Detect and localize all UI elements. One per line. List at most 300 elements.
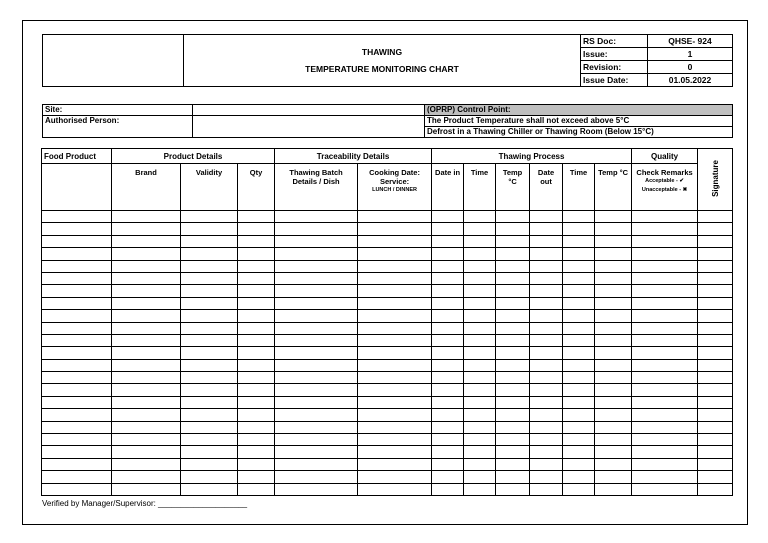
thawing-batch-cell[interactable] xyxy=(275,235,358,247)
validity-cell[interactable] xyxy=(181,421,238,433)
food-product-cell[interactable] xyxy=(42,471,112,483)
date-in-cell[interactable] xyxy=(432,396,464,408)
signature-cell[interactable] xyxy=(698,409,733,421)
date-out-cell[interactable] xyxy=(530,272,563,284)
temp-in-cell[interactable] xyxy=(496,396,530,408)
temp-out-cell[interactable] xyxy=(595,322,632,334)
brand-cell[interactable] xyxy=(112,409,181,421)
time-in-cell[interactable] xyxy=(464,421,496,433)
qty-cell[interactable] xyxy=(238,396,275,408)
food-product-cell[interactable] xyxy=(42,272,112,284)
brand-cell[interactable] xyxy=(112,310,181,322)
signature-cell[interactable] xyxy=(698,471,733,483)
date-out-cell[interactable] xyxy=(530,483,563,495)
cooking-date-cell[interactable] xyxy=(358,458,432,470)
brand-cell[interactable] xyxy=(112,434,181,446)
time-out-cell[interactable] xyxy=(563,211,595,223)
qty-cell[interactable] xyxy=(238,310,275,322)
food-product-cell[interactable] xyxy=(42,396,112,408)
brand-cell[interactable] xyxy=(112,297,181,309)
temp-out-cell[interactable] xyxy=(595,384,632,396)
thawing-batch-cell[interactable] xyxy=(275,421,358,433)
thawing-batch-cell[interactable] xyxy=(275,471,358,483)
date-out-cell[interactable] xyxy=(530,285,563,297)
thawing-batch-cell[interactable] xyxy=(275,248,358,260)
date-out-cell[interactable] xyxy=(530,248,563,260)
food-product-cell[interactable] xyxy=(42,359,112,371)
date-in-cell[interactable] xyxy=(432,297,464,309)
date-in-cell[interactable] xyxy=(432,434,464,446)
quality-check-cell[interactable] xyxy=(632,260,698,272)
brand-cell[interactable] xyxy=(112,235,181,247)
cooking-date-cell[interactable] xyxy=(358,421,432,433)
time-out-cell[interactable] xyxy=(563,434,595,446)
date-in-cell[interactable] xyxy=(432,223,464,235)
time-out-cell[interactable] xyxy=(563,471,595,483)
cooking-date-cell[interactable] xyxy=(358,223,432,235)
thawing-batch-cell[interactable] xyxy=(275,483,358,495)
date-in-cell[interactable] xyxy=(432,372,464,384)
temp-in-cell[interactable] xyxy=(496,372,530,384)
date-out-cell[interactable] xyxy=(530,458,563,470)
food-product-cell[interactable] xyxy=(42,458,112,470)
brand-cell[interactable] xyxy=(112,384,181,396)
brand-cell[interactable] xyxy=(112,285,181,297)
qty-cell[interactable] xyxy=(238,211,275,223)
temp-in-cell[interactable] xyxy=(496,272,530,284)
thawing-batch-cell[interactable] xyxy=(275,384,358,396)
qty-cell[interactable] xyxy=(238,322,275,334)
date-out-cell[interactable] xyxy=(530,409,563,421)
signature-cell[interactable] xyxy=(698,248,733,260)
quality-check-cell[interactable] xyxy=(632,396,698,408)
signature-cell[interactable] xyxy=(698,384,733,396)
thawing-batch-cell[interactable] xyxy=(275,260,358,272)
temp-out-cell[interactable] xyxy=(595,471,632,483)
time-out-cell[interactable] xyxy=(563,310,595,322)
time-in-cell[interactable] xyxy=(464,384,496,396)
qty-cell[interactable] xyxy=(238,471,275,483)
date-in-cell[interactable] xyxy=(432,310,464,322)
brand-cell[interactable] xyxy=(112,372,181,384)
temp-in-cell[interactable] xyxy=(496,297,530,309)
food-product-cell[interactable] xyxy=(42,334,112,346)
temp-in-cell[interactable] xyxy=(496,359,530,371)
signature-cell[interactable] xyxy=(698,285,733,297)
quality-check-cell[interactable] xyxy=(632,434,698,446)
time-in-cell[interactable] xyxy=(464,322,496,334)
cooking-date-cell[interactable] xyxy=(358,384,432,396)
brand-cell[interactable] xyxy=(112,347,181,359)
quality-check-cell[interactable] xyxy=(632,297,698,309)
quality-check-cell[interactable] xyxy=(632,272,698,284)
quality-check-cell[interactable] xyxy=(632,446,698,458)
time-out-cell[interactable] xyxy=(563,347,595,359)
brand-cell[interactable] xyxy=(112,421,181,433)
qty-cell[interactable] xyxy=(238,223,275,235)
cooking-date-cell[interactable] xyxy=(358,272,432,284)
time-in-cell[interactable] xyxy=(464,211,496,223)
time-out-cell[interactable] xyxy=(563,421,595,433)
time-in-cell[interactable] xyxy=(464,446,496,458)
time-in-cell[interactable] xyxy=(464,297,496,309)
temp-in-cell[interactable] xyxy=(496,334,530,346)
qty-cell[interactable] xyxy=(238,334,275,346)
cooking-date-cell[interactable] xyxy=(358,483,432,495)
food-product-cell[interactable] xyxy=(42,310,112,322)
date-out-cell[interactable] xyxy=(530,334,563,346)
quality-check-cell[interactable] xyxy=(632,334,698,346)
quality-check-cell[interactable] xyxy=(632,211,698,223)
validity-cell[interactable] xyxy=(181,334,238,346)
signature-cell[interactable] xyxy=(698,372,733,384)
cooking-date-cell[interactable] xyxy=(358,372,432,384)
quality-check-cell[interactable] xyxy=(632,347,698,359)
temp-out-cell[interactable] xyxy=(595,211,632,223)
thawing-batch-cell[interactable] xyxy=(275,334,358,346)
time-in-cell[interactable] xyxy=(464,285,496,297)
quality-check-cell[interactable] xyxy=(632,483,698,495)
validity-cell[interactable] xyxy=(181,384,238,396)
food-product-cell[interactable] xyxy=(42,434,112,446)
date-out-cell[interactable] xyxy=(530,446,563,458)
temp-in-cell[interactable] xyxy=(496,248,530,260)
cooking-date-cell[interactable] xyxy=(358,396,432,408)
thawing-batch-cell[interactable] xyxy=(275,359,358,371)
date-in-cell[interactable] xyxy=(432,322,464,334)
thawing-batch-cell[interactable] xyxy=(275,446,358,458)
brand-cell[interactable] xyxy=(112,396,181,408)
time-in-cell[interactable] xyxy=(464,458,496,470)
food-product-cell[interactable] xyxy=(42,211,112,223)
temp-in-cell[interactable] xyxy=(496,310,530,322)
time-out-cell[interactable] xyxy=(563,285,595,297)
time-out-cell[interactable] xyxy=(563,297,595,309)
validity-cell[interactable] xyxy=(181,347,238,359)
thawing-batch-cell[interactable] xyxy=(275,211,358,223)
validity-cell[interactable] xyxy=(181,272,238,284)
temp-out-cell[interactable] xyxy=(595,359,632,371)
validity-cell[interactable] xyxy=(181,248,238,260)
signature-cell[interactable] xyxy=(698,260,733,272)
date-out-cell[interactable] xyxy=(530,235,563,247)
validity-cell[interactable] xyxy=(181,211,238,223)
signature-cell[interactable] xyxy=(698,322,733,334)
validity-cell[interactable] xyxy=(181,483,238,495)
quality-check-cell[interactable] xyxy=(632,384,698,396)
brand-cell[interactable] xyxy=(112,211,181,223)
time-out-cell[interactable] xyxy=(563,458,595,470)
qty-cell[interactable] xyxy=(238,285,275,297)
qty-cell[interactable] xyxy=(238,409,275,421)
time-out-cell[interactable] xyxy=(563,359,595,371)
thawing-batch-cell[interactable] xyxy=(275,434,358,446)
date-in-cell[interactable] xyxy=(432,211,464,223)
time-in-cell[interactable] xyxy=(464,409,496,421)
brand-cell[interactable] xyxy=(112,359,181,371)
date-out-cell[interactable] xyxy=(530,260,563,272)
temp-in-cell[interactable] xyxy=(496,223,530,235)
time-in-cell[interactable] xyxy=(464,260,496,272)
signature-cell[interactable] xyxy=(698,297,733,309)
quality-check-cell[interactable] xyxy=(632,421,698,433)
validity-cell[interactable] xyxy=(181,434,238,446)
qty-cell[interactable] xyxy=(238,347,275,359)
food-product-cell[interactable] xyxy=(42,372,112,384)
temp-out-cell[interactable] xyxy=(595,260,632,272)
time-out-cell[interactable] xyxy=(563,260,595,272)
temp-in-cell[interactable] xyxy=(496,446,530,458)
time-out-cell[interactable] xyxy=(563,223,595,235)
temp-in-cell[interactable] xyxy=(496,421,530,433)
validity-cell[interactable] xyxy=(181,260,238,272)
temp-in-cell[interactable] xyxy=(496,483,530,495)
date-in-cell[interactable] xyxy=(432,334,464,346)
validity-cell[interactable] xyxy=(181,471,238,483)
qty-cell[interactable] xyxy=(238,272,275,284)
food-product-cell[interactable] xyxy=(42,285,112,297)
time-in-cell[interactable] xyxy=(464,483,496,495)
time-out-cell[interactable] xyxy=(563,272,595,284)
date-out-cell[interactable] xyxy=(530,347,563,359)
validity-cell[interactable] xyxy=(181,458,238,470)
time-out-cell[interactable] xyxy=(563,483,595,495)
cooking-date-cell[interactable] xyxy=(358,285,432,297)
time-out-cell[interactable] xyxy=(563,384,595,396)
date-out-cell[interactable] xyxy=(530,359,563,371)
cooking-date-cell[interactable] xyxy=(358,446,432,458)
temp-out-cell[interactable] xyxy=(595,483,632,495)
temp-out-cell[interactable] xyxy=(595,446,632,458)
temp-in-cell[interactable] xyxy=(496,211,530,223)
signature-cell[interactable] xyxy=(698,446,733,458)
thawing-batch-cell[interactable] xyxy=(275,272,358,284)
date-in-cell[interactable] xyxy=(432,260,464,272)
thawing-batch-cell[interactable] xyxy=(275,458,358,470)
validity-cell[interactable] xyxy=(181,310,238,322)
validity-cell[interactable] xyxy=(181,285,238,297)
time-in-cell[interactable] xyxy=(464,223,496,235)
food-product-cell[interactable] xyxy=(42,322,112,334)
signature-cell[interactable] xyxy=(698,334,733,346)
quality-check-cell[interactable] xyxy=(632,409,698,421)
temp-in-cell[interactable] xyxy=(496,384,530,396)
brand-cell[interactable] xyxy=(112,446,181,458)
thawing-batch-cell[interactable] xyxy=(275,285,358,297)
cooking-date-cell[interactable] xyxy=(358,260,432,272)
brand-cell[interactable] xyxy=(112,458,181,470)
cooking-date-cell[interactable] xyxy=(358,359,432,371)
cooking-date-cell[interactable] xyxy=(358,434,432,446)
date-out-cell[interactable] xyxy=(530,310,563,322)
signature-cell[interactable] xyxy=(698,272,733,284)
temp-in-cell[interactable] xyxy=(496,285,530,297)
qty-cell[interactable] xyxy=(238,359,275,371)
date-out-cell[interactable] xyxy=(530,471,563,483)
brand-cell[interactable] xyxy=(112,248,181,260)
cooking-date-cell[interactable] xyxy=(358,471,432,483)
food-product-cell[interactable] xyxy=(42,248,112,260)
qty-cell[interactable] xyxy=(238,248,275,260)
time-in-cell[interactable] xyxy=(464,334,496,346)
temp-out-cell[interactable] xyxy=(595,310,632,322)
time-in-cell[interactable] xyxy=(464,235,496,247)
brand-cell[interactable] xyxy=(112,322,181,334)
quality-check-cell[interactable] xyxy=(632,471,698,483)
signature-cell[interactable] xyxy=(698,434,733,446)
signature-cell[interactable] xyxy=(698,223,733,235)
time-out-cell[interactable] xyxy=(563,235,595,247)
cooking-date-cell[interactable] xyxy=(358,235,432,247)
date-out-cell[interactable] xyxy=(530,372,563,384)
thawing-batch-cell[interactable] xyxy=(275,347,358,359)
brand-cell[interactable] xyxy=(112,483,181,495)
date-in-cell[interactable] xyxy=(432,384,464,396)
cooking-date-cell[interactable] xyxy=(358,248,432,260)
qty-cell[interactable] xyxy=(238,446,275,458)
qty-cell[interactable] xyxy=(238,297,275,309)
brand-cell[interactable] xyxy=(112,334,181,346)
validity-cell[interactable] xyxy=(181,297,238,309)
authorised-person-field[interactable] xyxy=(193,116,425,138)
date-in-cell[interactable] xyxy=(432,483,464,495)
cooking-date-cell[interactable] xyxy=(358,347,432,359)
time-out-cell[interactable] xyxy=(563,334,595,346)
qty-cell[interactable] xyxy=(238,384,275,396)
signature-cell[interactable] xyxy=(698,483,733,495)
quality-check-cell[interactable] xyxy=(632,458,698,470)
temp-in-cell[interactable] xyxy=(496,471,530,483)
food-product-cell[interactable] xyxy=(42,384,112,396)
time-out-cell[interactable] xyxy=(563,248,595,260)
temp-out-cell[interactable] xyxy=(595,297,632,309)
thawing-batch-cell[interactable] xyxy=(275,297,358,309)
date-in-cell[interactable] xyxy=(432,421,464,433)
qty-cell[interactable] xyxy=(238,483,275,495)
thawing-batch-cell[interactable] xyxy=(275,409,358,421)
date-in-cell[interactable] xyxy=(432,235,464,247)
time-out-cell[interactable] xyxy=(563,396,595,408)
date-in-cell[interactable] xyxy=(432,458,464,470)
cooking-date-cell[interactable] xyxy=(358,409,432,421)
temp-out-cell[interactable] xyxy=(595,347,632,359)
food-product-cell[interactable] xyxy=(42,235,112,247)
food-product-cell[interactable] xyxy=(42,347,112,359)
temp-out-cell[interactable] xyxy=(595,272,632,284)
temp-out-cell[interactable] xyxy=(595,223,632,235)
signature-cell[interactable] xyxy=(698,396,733,408)
quality-check-cell[interactable] xyxy=(632,248,698,260)
time-in-cell[interactable] xyxy=(464,272,496,284)
food-product-cell[interactable] xyxy=(42,483,112,495)
food-product-cell[interactable] xyxy=(42,421,112,433)
thawing-batch-cell[interactable] xyxy=(275,310,358,322)
date-in-cell[interactable] xyxy=(432,285,464,297)
date-in-cell[interactable] xyxy=(432,347,464,359)
validity-cell[interactable] xyxy=(181,359,238,371)
time-in-cell[interactable] xyxy=(464,372,496,384)
date-in-cell[interactable] xyxy=(432,272,464,284)
date-out-cell[interactable] xyxy=(530,421,563,433)
brand-cell[interactable] xyxy=(112,272,181,284)
date-in-cell[interactable] xyxy=(432,409,464,421)
date-out-cell[interactable] xyxy=(530,396,563,408)
cooking-date-cell[interactable] xyxy=(358,334,432,346)
time-in-cell[interactable] xyxy=(464,396,496,408)
qty-cell[interactable] xyxy=(238,421,275,433)
temp-in-cell[interactable] xyxy=(496,434,530,446)
quality-check-cell[interactable] xyxy=(632,223,698,235)
temp-out-cell[interactable] xyxy=(595,421,632,433)
quality-check-cell[interactable] xyxy=(632,310,698,322)
validity-cell[interactable] xyxy=(181,235,238,247)
qty-cell[interactable] xyxy=(238,372,275,384)
temp-out-cell[interactable] xyxy=(595,409,632,421)
time-in-cell[interactable] xyxy=(464,471,496,483)
thawing-batch-cell[interactable] xyxy=(275,372,358,384)
temp-in-cell[interactable] xyxy=(496,409,530,421)
date-in-cell[interactable] xyxy=(432,446,464,458)
temp-out-cell[interactable] xyxy=(595,285,632,297)
temp-out-cell[interactable] xyxy=(595,458,632,470)
temp-out-cell[interactable] xyxy=(595,372,632,384)
time-out-cell[interactable] xyxy=(563,446,595,458)
qty-cell[interactable] xyxy=(238,235,275,247)
signature-cell[interactable] xyxy=(698,421,733,433)
date-out-cell[interactable] xyxy=(530,384,563,396)
temp-in-cell[interactable] xyxy=(496,347,530,359)
quality-check-cell[interactable] xyxy=(632,322,698,334)
date-out-cell[interactable] xyxy=(530,223,563,235)
thawing-batch-cell[interactable] xyxy=(275,396,358,408)
site-field[interactable] xyxy=(193,105,425,116)
thawing-batch-cell[interactable] xyxy=(275,322,358,334)
brand-cell[interactable] xyxy=(112,223,181,235)
time-out-cell[interactable] xyxy=(563,322,595,334)
temp-in-cell[interactable] xyxy=(496,322,530,334)
signature-cell[interactable] xyxy=(698,235,733,247)
qty-cell[interactable] xyxy=(238,458,275,470)
temp-in-cell[interactable] xyxy=(496,235,530,247)
temp-out-cell[interactable] xyxy=(595,235,632,247)
validity-cell[interactable] xyxy=(181,396,238,408)
temp-out-cell[interactable] xyxy=(595,248,632,260)
quality-check-cell[interactable] xyxy=(632,359,698,371)
temp-in-cell[interactable] xyxy=(496,260,530,272)
temp-in-cell[interactable] xyxy=(496,458,530,470)
temp-out-cell[interactable] xyxy=(595,396,632,408)
time-in-cell[interactable] xyxy=(464,347,496,359)
cooking-date-cell[interactable] xyxy=(358,297,432,309)
date-in-cell[interactable] xyxy=(432,359,464,371)
date-in-cell[interactable] xyxy=(432,248,464,260)
time-in-cell[interactable] xyxy=(464,359,496,371)
validity-cell[interactable] xyxy=(181,322,238,334)
thawing-batch-cell[interactable] xyxy=(275,223,358,235)
date-out-cell[interactable] xyxy=(530,322,563,334)
qty-cell[interactable] xyxy=(238,434,275,446)
qty-cell[interactable] xyxy=(238,260,275,272)
food-product-cell[interactable] xyxy=(42,446,112,458)
date-out-cell[interactable] xyxy=(530,297,563,309)
temp-out-cell[interactable] xyxy=(595,334,632,346)
validity-cell[interactable] xyxy=(181,372,238,384)
cooking-date-cell[interactable] xyxy=(358,322,432,334)
quality-check-cell[interactable] xyxy=(632,285,698,297)
date-out-cell[interactable] xyxy=(530,211,563,223)
validity-cell[interactable] xyxy=(181,223,238,235)
signature-cell[interactable] xyxy=(698,310,733,322)
